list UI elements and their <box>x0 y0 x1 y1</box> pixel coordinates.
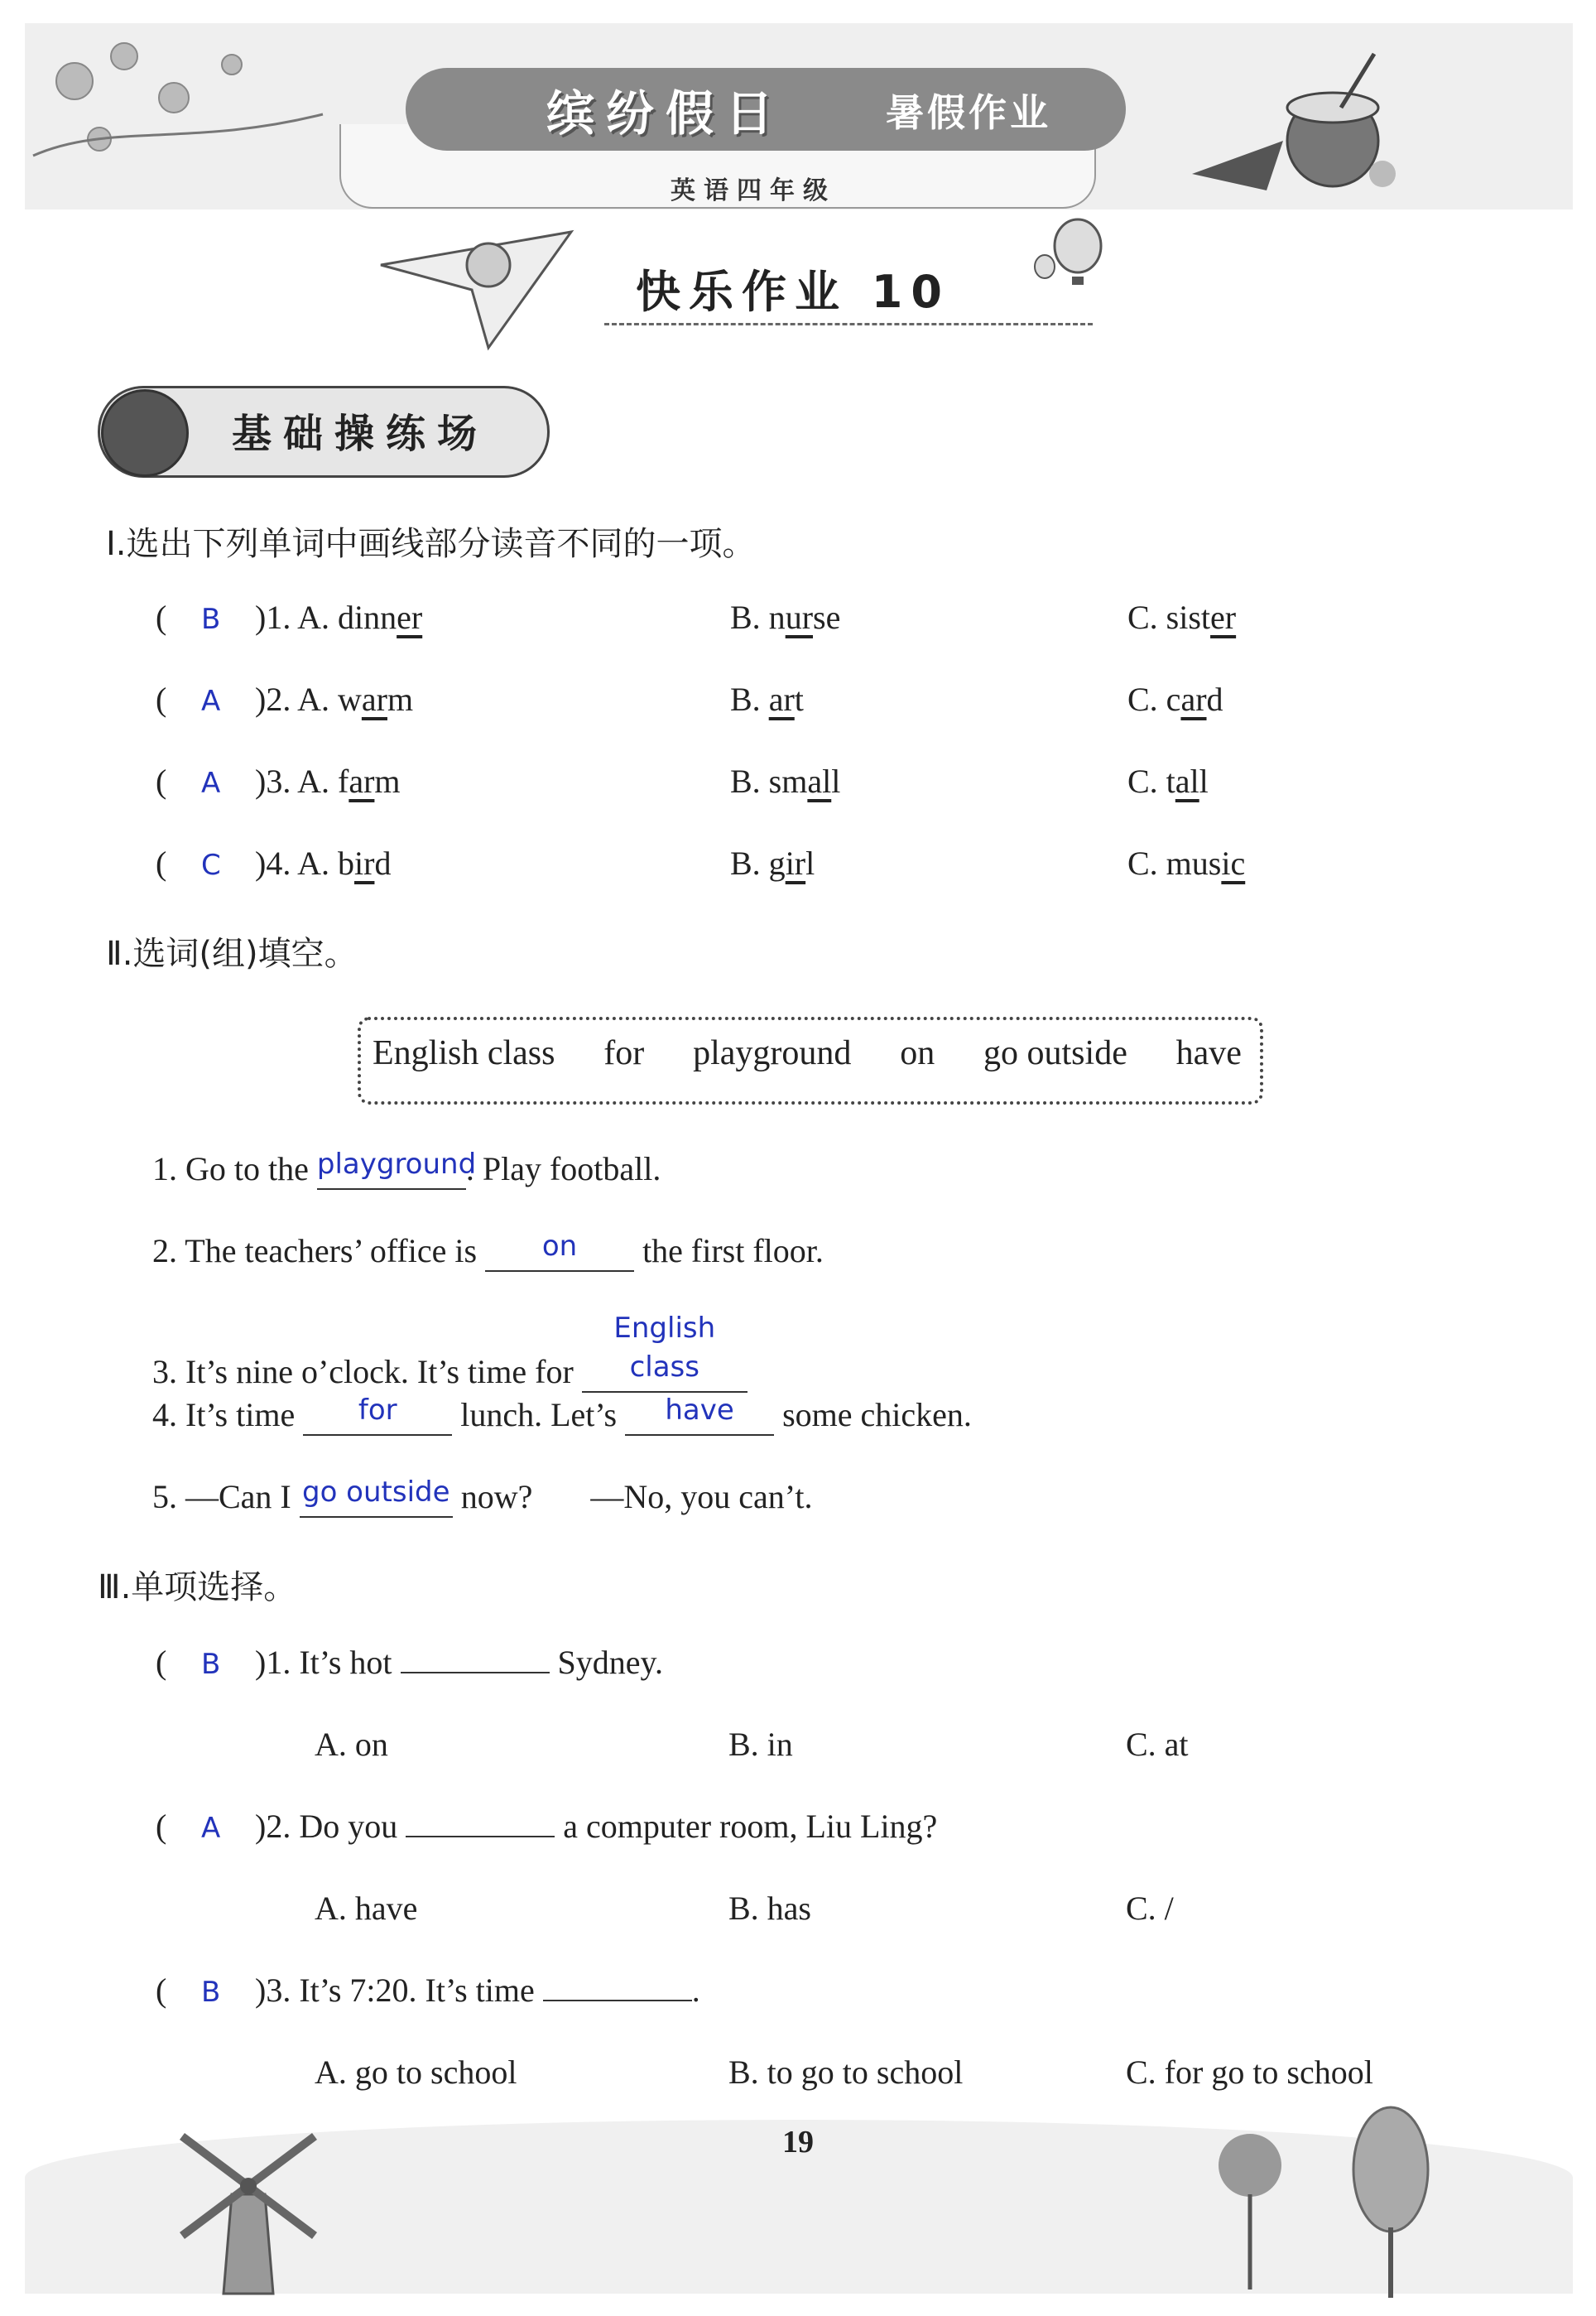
section-title: 基础操练场 <box>232 411 489 457</box>
option-b: B. small <box>730 763 841 800</box>
word-bank-item: have <box>1175 1034 1242 1072</box>
blank-field[interactable]: for <box>303 1395 452 1436</box>
part3-options-1 <box>156 1725 1563 1774</box>
blank-field[interactable]: on <box>485 1231 634 1272</box>
word-bank-item: go outside <box>983 1034 1127 1072</box>
part3-question-2: ( A )2. Do you a computer room, Liu Ling? <box>156 1808 938 1845</box>
option-c: C. card <box>1127 681 1223 718</box>
option-a[interactable]: A. have <box>315 1890 418 1927</box>
blank-field[interactable]: playground <box>317 1149 466 1190</box>
part2-question-2: 2. The teachers’ office is $^{on}$ the first floor. <box>152 1231 824 1272</box>
part1-heading: Ⅰ.选出下列单词中画线部分读音不同的一项。 <box>106 525 756 563</box>
paper-plane-mascot-icon <box>364 215 588 356</box>
answer[interactable]: A <box>201 685 221 718</box>
option-a: )1. A. dinner <box>255 599 423 636</box>
hot-air-balloon-icon <box>1026 217 1109 300</box>
option-b: B. art <box>730 681 804 718</box>
flower-decoration-icon <box>25 23 339 181</box>
option-a: )2. A. warm <box>255 681 414 718</box>
answer[interactable]: A <box>201 767 221 800</box>
answer[interactable]: A <box>201 1812 221 1845</box>
option-c: C. sister <box>1127 599 1237 636</box>
answer[interactable]: C <box>201 849 221 882</box>
word-bank-item: playground <box>693 1034 852 1072</box>
subject-label: 英语四年级 <box>671 176 836 205</box>
part2-question-3: 3. It’s nine o’clock. It’s time for $^{English class}$ <box>152 1313 748 1393</box>
word-bank <box>373 1033 1242 1073</box>
part1-item <box>156 680 1563 729</box>
part1-item <box>156 598 1563 648</box>
option-a: )3. A. farm <box>255 763 401 800</box>
option-a: )4. A. bird <box>255 845 392 882</box>
option-b: B. girl <box>730 845 815 882</box>
brand-title: 缤纷假日 <box>546 85 786 142</box>
part3-question-1: ( B )1. It’s hot Sydney. <box>156 1644 663 1681</box>
blank-field[interactable]: English class <box>582 1313 748 1393</box>
paren-open: ( <box>156 681 167 718</box>
page-number: 19 <box>782 2125 814 2160</box>
part2-question-4: 4. It’s time $^{for}$ lunch. Let’s $^{have}$ some chicken. <box>152 1395 972 1436</box>
word-bank-item: for <box>603 1034 645 1072</box>
option-a[interactable]: A. on <box>315 1726 388 1763</box>
part1-item <box>156 844 1563 893</box>
paren-open: ( <box>156 763 167 800</box>
part3-options-3 <box>156 2053 1563 2102</box>
blank-field[interactable]: have <box>625 1395 774 1436</box>
answer[interactable]: B <box>201 603 221 636</box>
option-b[interactable]: B. has <box>728 1890 811 1927</box>
option-a[interactable]: A. go to school <box>315 2054 517 2091</box>
part1-item <box>156 762 1563 811</box>
option-b: B. nurse <box>730 599 841 636</box>
answer[interactable]: B <box>201 1976 221 2009</box>
word-bank-item: English class <box>373 1034 555 1072</box>
answer[interactable]: B <box>201 1648 221 1681</box>
option-c[interactable]: C. / <box>1126 1890 1174 1927</box>
homework-title: 快乐作业 10 <box>636 266 950 318</box>
option-b[interactable]: B. to go to school <box>728 2054 964 2091</box>
blank-field[interactable]: go outside <box>300 1477 453 1518</box>
paren-open: ( <box>156 845 167 882</box>
paren-open: ( <box>156 599 167 636</box>
title-underline <box>604 323 1093 325</box>
student-icon <box>101 389 189 477</box>
part3-question-3: ( B )3. It’s 7:20. It’s time . <box>156 1972 700 2009</box>
brand-subtitle: 暑假作业 <box>886 90 1051 135</box>
part2-question-1: 1. Go to the $^{playground}$. Play football. <box>152 1149 661 1190</box>
coconut-drink-icon <box>1175 50 1424 199</box>
word-bank-item: on <box>900 1034 935 1072</box>
part2-question-5: 5. —Can I $^{go outside}$ now? —No, you can’t. <box>152 1477 813 1518</box>
option-c[interactable]: C. for go to school <box>1126 2054 1373 2091</box>
part2-heading: Ⅱ.选词(组)填空。 <box>106 935 358 973</box>
part3-options-2 <box>156 1889 1563 1938</box>
option-c: C. music <box>1127 845 1246 882</box>
part3-heading: Ⅲ.单项选择。 <box>98 1568 297 1606</box>
option-c[interactable]: C. at <box>1126 1726 1189 1763</box>
option-c: C. tall <box>1127 763 1209 800</box>
option-b[interactable]: B. in <box>728 1726 793 1763</box>
